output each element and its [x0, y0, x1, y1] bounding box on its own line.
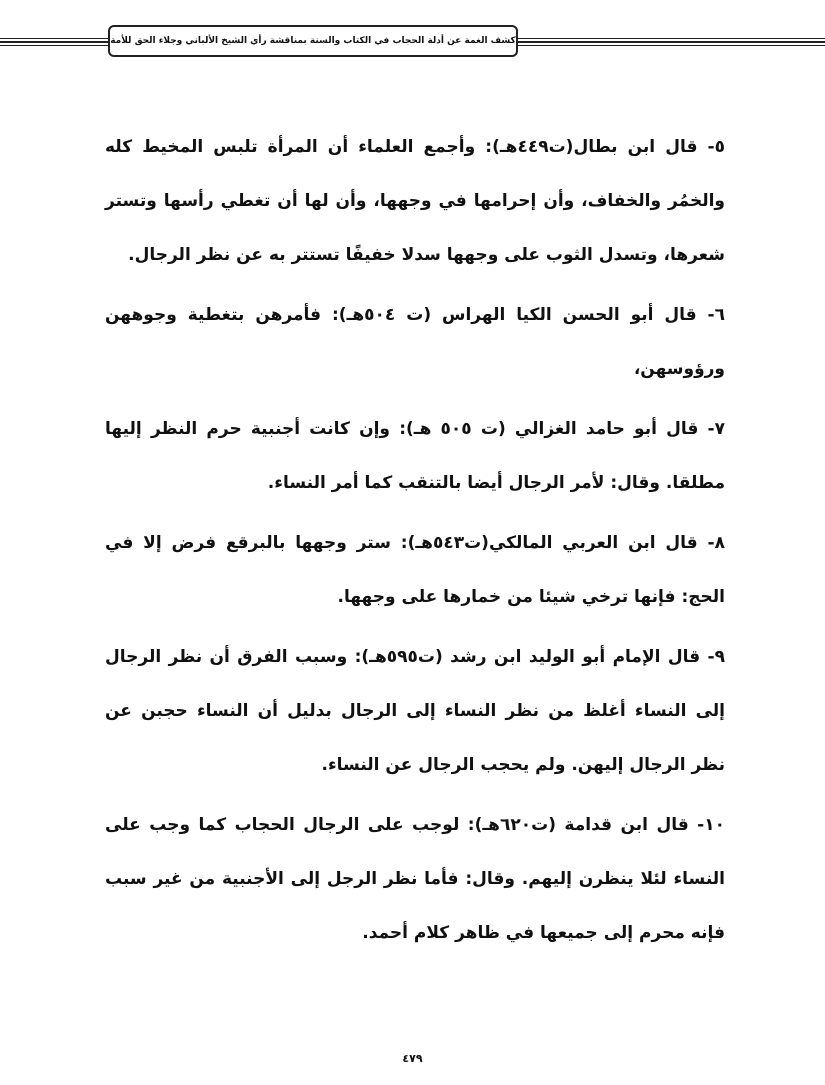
paragraph-lead: ٥- قال ابن بطال(ت٤٤٩هـ): [485, 137, 725, 157]
page-number: ٤٧٩ [402, 1052, 423, 1065]
running-header-title: كشف الغمة عن أدلة الحجاب في الكتاب والسنة بمناقشة رأي الشيخ الألباني وجلاء الحق للأمة [110, 36, 516, 46]
running-header [108, 25, 518, 57]
paragraph-lead: ١٠- قال ابن قدامة (ت٦٢٠هـ): [467, 815, 725, 835]
paragraph-ibn-rushd [105, 630, 725, 792]
paragraph-text: وسبب الفرق أن نظر الرجال إلى النساء أغلظ من نظر النساء إلى الرجال بدليل أن النساء حجبن عن نظر الرجال إليهن. ولم يحجب الرجال عن النساء. [105, 647, 725, 775]
paragraph-text: لوجب على الرجال الحجاب كما وجب على النساء لئلا ينظرن إليهم. وقال: فأما نظر الرجل إلى الأجنبية من غير سبب فإنه محرم إلى جميعها في ظاهر كلام أحمد. [105, 815, 725, 943]
paragraph-ibn-battal [105, 120, 725, 282]
paragraph-text: فأمرهن بتغطية وجوههن ورؤوسهن، [105, 305, 725, 379]
paragraph-text: وأجمع العلماء أن المرأة تلبس المخيط كله والخمُر والخفاف، وأن إحرامها في وجهها، وأن لها أن تغطي رأسها وتستر شعرها، وتسدل الثوب على وجهها سدلا خفيفًا تستتر به عن نظر الرجال. [105, 137, 725, 265]
paragraph-ibn-qudama [105, 798, 725, 960]
paragraph-lead: ٦- قال أبو الحسن الكيا الهراس (ت ٥٠٤هـ): [332, 305, 726, 325]
paragraph-lead: ٨- قال ابن العربي المالكي(ت٥٤٣هـ): [400, 533, 725, 553]
paragraph-alghazali [105, 402, 725, 510]
paragraph-alkiya-alharras [105, 288, 725, 396]
paragraph-lead: ٩- قال الإمام أبو الوليد ابن رشد (ت٥٩٥هـ): [354, 647, 726, 667]
paragraph-text: وإن كانت أجنبية حرم النظر إليها مطلقا. وقال: لأمر الرجال أيضا بالتنقب كما أمر النساء. [105, 419, 725, 493]
paragraph-lead: ٧- قال أبو حامد الغزالي (ت ٥٠٥ هـ): [399, 419, 725, 439]
paragraph-text: ستر وجهها بالبرقع فرض إلا في الحج: فإنها ترخي شيئا من خمارها على وجهها. [105, 533, 725, 607]
page-body [105, 120, 725, 966]
paragraph-ibn-alarabi [105, 516, 725, 624]
